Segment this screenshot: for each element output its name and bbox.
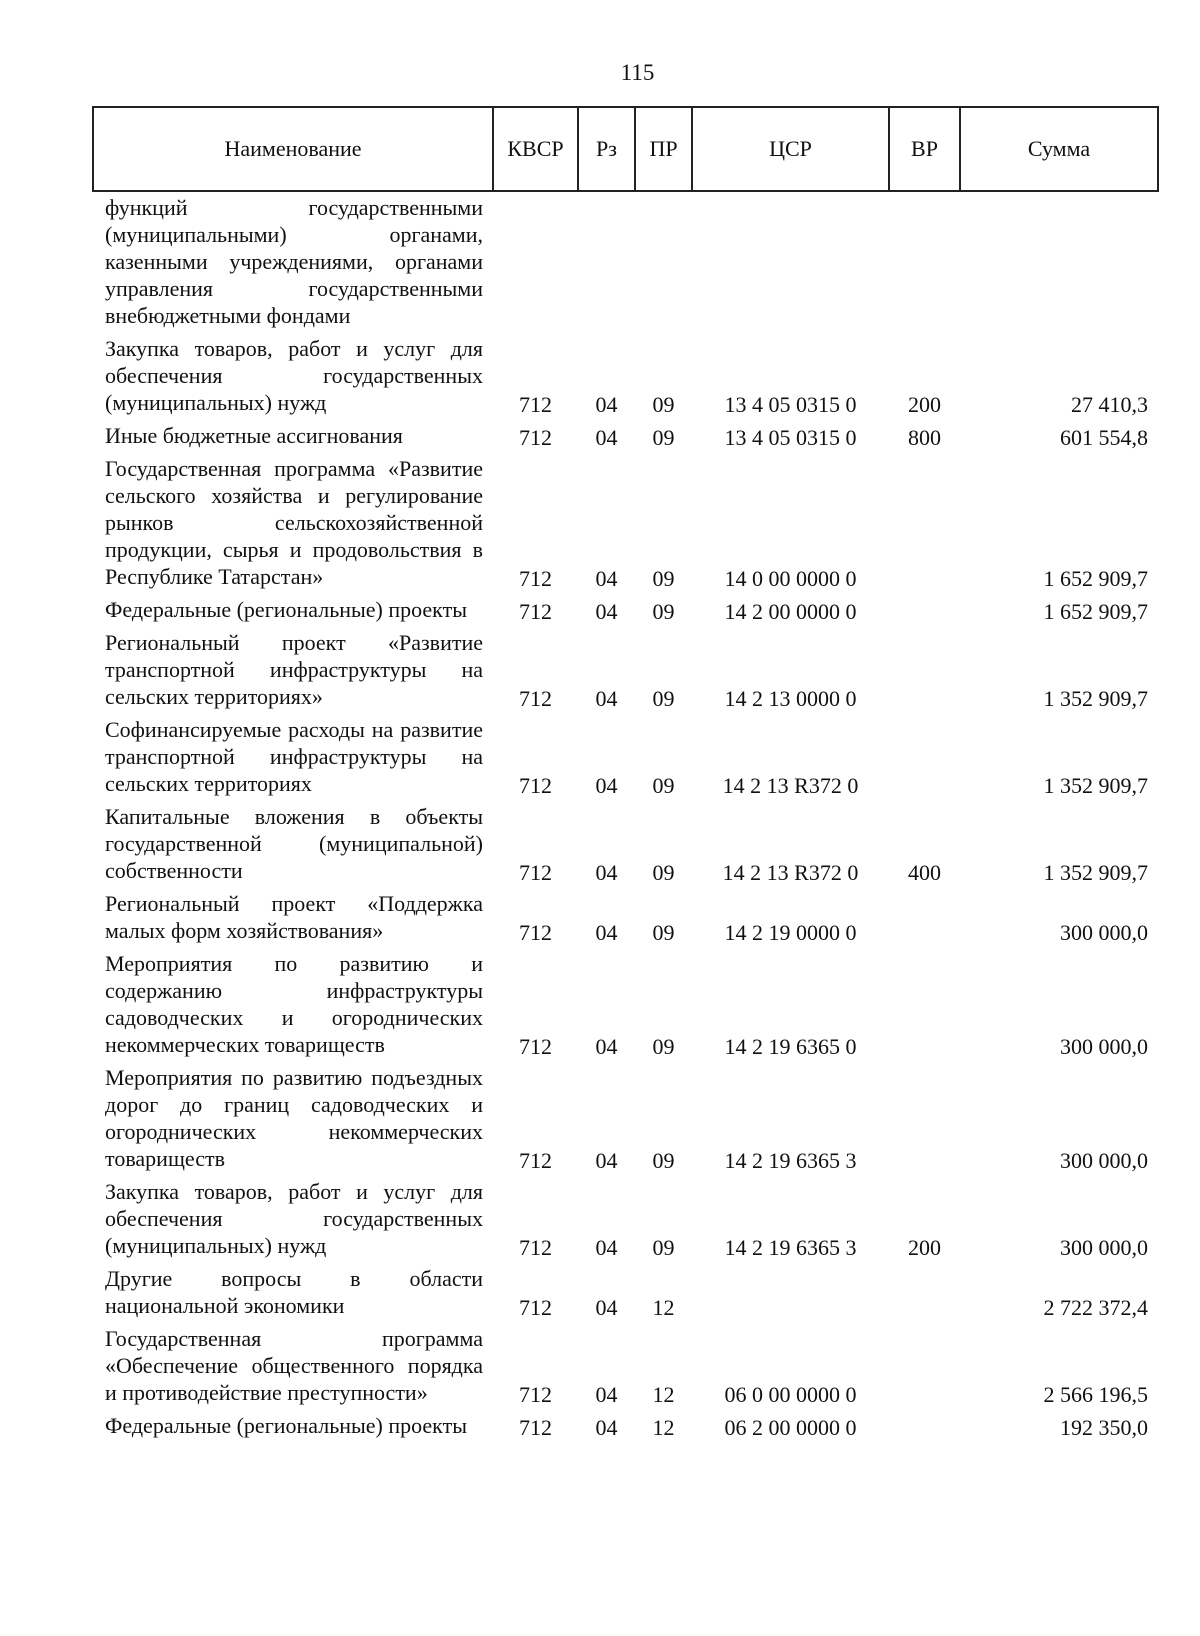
row-rz: 04 [595,1415,618,1440]
row-sum: 1 352 909,7 [1043,860,1148,885]
row-pr: 12 [652,1382,675,1407]
row-rz: 04 [595,1235,618,1260]
row-vr: 200 [908,392,941,417]
table-row [93,1323,1158,1410]
row-kvsr: 712 [519,686,552,711]
header-rz: Рз [578,107,635,191]
page-number: 115 [620,60,655,85]
table-row [93,191,1158,333]
row-csr: 14 2 13 R372 0 [722,773,859,798]
row-csr: 14 2 00 0000 0 [724,599,857,624]
row-name: Региональный проект «Поддержка малых форм хозяйствования» [105,891,483,943]
row-vr [889,594,960,627]
table-row [93,1176,1158,1263]
table-header-row [93,107,1158,191]
row-sum [960,191,1158,333]
row-kvsr: 712 [519,920,552,945]
row-csr: 14 0 00 0000 0 [724,566,857,591]
row-sum: 300 000,0 [1060,1235,1148,1260]
row-rz: 04 [595,1034,618,1059]
row-csr [692,191,889,333]
row-sum: 2 722 372,4 [1043,1295,1148,1320]
table-row [93,333,1158,420]
row-vr [889,1263,960,1323]
row-csr: 06 2 00 0000 0 [724,1415,857,1440]
row-name: Региональный проект «Развитие транспортной инфраструктуры на сельских территориях» [105,630,483,709]
row-vr [889,1323,960,1410]
table-row [93,420,1158,453]
row-csr: 13 4 05 0315 0 [724,392,857,417]
row-sum: 300 000,0 [1060,1034,1148,1059]
table-row [93,453,1158,594]
row-csr: 14 2 19 6365 3 [724,1235,857,1260]
row-pr: 09 [652,1235,675,1260]
row-name: Мероприятия по развитию подъездных дорог до границ садоводческих и огороднических некоммерческих товариществ [105,1065,483,1171]
row-rz: 04 [595,1148,618,1173]
row-sum: 300 000,0 [1060,1148,1148,1173]
header-pr: ПР [635,107,692,191]
row-sum: 601 554,8 [1060,425,1148,450]
table-row [93,888,1158,948]
row-name: Мероприятия по развитию и содержанию инфраструктуры садоводческих и огороднических некоммерческих товариществ [105,951,483,1057]
header-vr: ВР [889,107,960,191]
row-csr: 14 2 13 0000 0 [724,686,857,711]
row-kvsr: 712 [519,860,552,885]
row-rz: 04 [595,392,618,417]
row-name: Закупка товаров, работ и услуг для обеспечения государственных (муниципальных) нужд [105,336,483,415]
row-vr: 400 [908,860,941,885]
row-kvsr: 712 [519,566,552,591]
row-rz: 04 [595,860,618,885]
row-pr: 09 [652,425,675,450]
row-vr [889,888,960,948]
row-rz: 04 [595,1295,618,1320]
row-vr: 800 [908,425,941,450]
row-vr [889,1062,960,1176]
row-name: Федеральные (региональные) проекты [105,597,467,622]
row-kvsr: 712 [519,1148,552,1173]
row-csr: 13 4 05 0315 0 [724,425,857,450]
table-row [93,714,1158,801]
row-pr: 09 [652,1034,675,1059]
row-csr: 14 2 19 6365 3 [724,1148,857,1173]
header-kvsr: КВСР [493,107,578,191]
row-rz: 04 [595,920,618,945]
row-csr: 14 2 19 6365 0 [724,1034,857,1059]
row-name: Иные бюджетные ассигнования [105,423,403,448]
row-name: Капитальные вложения в объекты государственной (муниципальной) собственности [105,804,483,883]
row-csr [692,1263,889,1323]
header-sum: Сумма [960,107,1158,191]
row-csr: 06 0 00 0000 0 [724,1382,857,1407]
row-name: Федеральные (региональные) проекты [105,1413,467,1438]
row-sum: 27 410,3 [1071,392,1148,417]
row-name: Другие вопросы в области национальной экономики [105,1266,483,1318]
row-vr [889,453,960,594]
row-vr: 200 [908,1235,941,1260]
row-rz: 04 [595,1382,618,1407]
row-vr [889,191,960,333]
row-pr: 09 [652,920,675,945]
row-name: Государственная программа «Развитие сельского хозяйства и регулирование рынков сельскохозяйственной продукции, сырья и продовольствия в Республике Татарстан» [105,456,483,589]
row-vr [889,1410,960,1443]
row-csr: 14 2 19 0000 0 [724,920,857,945]
row-rz: 04 [595,566,618,591]
table-row [93,594,1158,627]
row-sum: 1 352 909,7 [1043,686,1148,711]
row-csr: 14 2 13 R372 0 [722,860,859,885]
row-kvsr [493,191,578,333]
row-rz [578,191,635,333]
row-rz: 04 [595,599,618,624]
row-sum: 1 352 909,7 [1043,773,1148,798]
row-kvsr: 712 [519,599,552,624]
table-row [93,1410,1158,1443]
row-sum: 1 652 909,7 [1043,566,1148,591]
row-sum: 300 000,0 [1060,920,1148,945]
row-sum: 192 350,0 [1060,1415,1148,1440]
row-pr: 09 [652,860,675,885]
budget-table [92,106,1159,1443]
row-vr [889,627,960,714]
row-name: Закупка товаров, работ и услуг для обеспечения государственных (муниципальных) нужд [105,1179,483,1258]
row-pr: 12 [652,1415,675,1440]
table-row [93,1263,1158,1323]
row-sum: 1 652 909,7 [1043,599,1148,624]
row-kvsr: 712 [519,425,552,450]
row-pr: 09 [652,566,675,591]
row-pr [635,191,692,333]
row-pr: 09 [652,773,675,798]
row-pr: 09 [652,599,675,624]
row-pr: 12 [652,1295,675,1320]
row-rz: 04 [595,686,618,711]
header-name: Наименование [93,107,493,191]
row-kvsr: 712 [519,1415,552,1440]
row-kvsr: 712 [519,1034,552,1059]
row-rz: 04 [595,425,618,450]
row-kvsr: 712 [519,1235,552,1260]
row-name: функций государственными (муниципальными) органами, казенными учреждениями, органами управления государственными внебюджетными фондами [105,195,483,328]
row-sum: 2 566 196,5 [1043,1382,1148,1407]
row-name: Государственная программа «Обеспечение общественного порядка и противодействие преступности» [105,1326,483,1405]
row-pr: 09 [652,392,675,417]
table-row [93,627,1158,714]
row-kvsr: 712 [519,773,552,798]
row-kvsr: 712 [519,1382,552,1407]
row-pr: 09 [652,686,675,711]
row-kvsr: 712 [519,1295,552,1320]
row-pr: 09 [652,1148,675,1173]
row-kvsr: 712 [519,392,552,417]
header-csr: ЦСР [692,107,889,191]
row-name: Софинансируемые расходы на развитие транспортной инфраструктуры на сельских территориях [105,717,483,796]
table-row [93,948,1158,1062]
row-rz: 04 [595,773,618,798]
table-row [93,801,1158,888]
table-row [93,1062,1158,1176]
row-vr [889,714,960,801]
row-vr [889,948,960,1062]
